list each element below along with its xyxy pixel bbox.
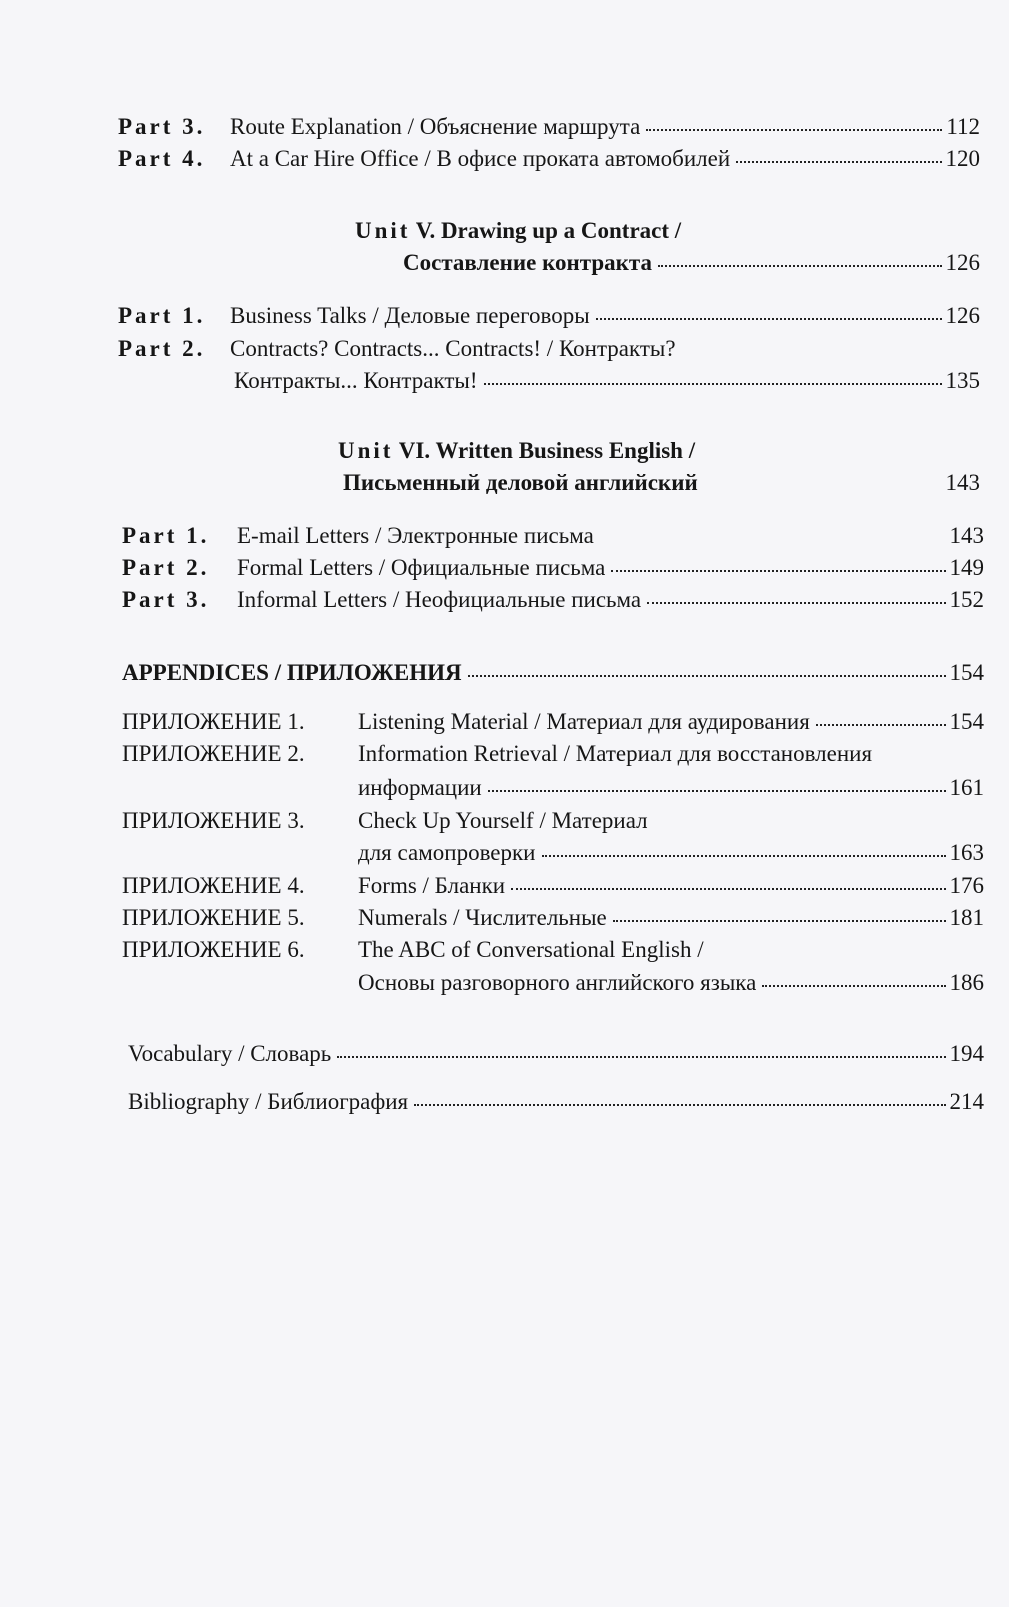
dot-leader [613,920,946,922]
page-number: 176 [949,873,984,898]
part-label: Part 2. [118,336,206,361]
page-number: 143 [945,470,980,495]
entry-title: Listening Material / Материал для аудирования [358,709,810,734]
page-number: 143 [949,523,984,548]
part-label: Part 2. [122,555,210,580]
dot-leader [488,790,946,792]
dot-leader [414,1104,945,1106]
appendix-label: ПРИЛОЖЕНИЕ 5. [122,905,305,930]
dot-leader [762,985,945,987]
toc-entry [118,299,980,333]
toc-entry [122,869,984,903]
page-number: 163 [949,840,984,865]
page-number: 154 [949,660,984,685]
page-number: 152 [949,587,984,612]
appendix-label: ПРИЛОЖЕНИЕ 3. [122,808,305,833]
unit-title-line1: VI. Written Business English / [398,438,696,463]
dot-leader [337,1056,945,1058]
dot-leader [646,129,942,131]
appendix-label: ПРИЛОЖЕНИЕ 6. [122,937,305,962]
unit-heading [355,214,681,248]
toc-entry [118,110,980,144]
dot-leader [647,602,945,604]
page-number: 149 [949,555,984,580]
toc-entry [122,804,984,838]
page-number: 161 [949,775,984,800]
toc-entry [122,583,984,617]
entry-title: The ABC of Conversational English / [358,937,704,962]
entry-title: Контракты... Контракты! [234,368,478,393]
part-label: Part 1. [118,303,206,328]
part-label: Part 1. [122,523,210,548]
page-number: 112 [946,114,980,139]
entry-title: Formal Letters / Официальные письма [237,555,606,580]
toc-entry-continuation [358,771,984,805]
unit-heading [338,434,695,468]
toc-entry [122,737,984,771]
entry-title: E-mail Letters / Электронные письма [237,523,594,548]
toc-entry [128,1037,984,1071]
dot-leader [658,265,942,267]
vocabulary-title: Vocabulary / Словарь [128,1041,332,1066]
toc-entry-continuation [234,364,980,398]
toc-entry [118,332,980,366]
unit-title-line2: Составление контракта [403,250,652,275]
page-number: 214 [949,1089,984,1114]
entry-title: Business Talks / Деловые переговоры [230,303,590,328]
entry-title: At a Car Hire Office / В офисе проката автомобилей [230,146,731,171]
page-number: 186 [949,970,984,995]
toc-entry-continuation [358,836,984,870]
unit-title-line1: V. Drawing up a Contract / [415,218,682,243]
page-number: 120 [945,146,980,171]
toc-entry [118,142,980,176]
entry-title: Information Retrieval / Материал для восстановления [358,741,873,766]
page-number: 126 [945,250,980,275]
toc-entry [122,705,984,739]
toc-entry [122,551,984,585]
toc-entry [122,519,984,553]
page-number: 181 [949,905,984,930]
entry-title: Route Explanation / Объяснение маршрута [230,114,641,139]
dot-leader [611,570,945,572]
dot-leader [736,161,941,163]
toc-entry-continuation [358,966,984,1000]
dot-leader [484,383,942,385]
dot-leader [596,318,942,320]
appendix-label: ПРИЛОЖЕНИЕ 4. [122,873,305,898]
toc-entry [122,933,984,967]
appendix-label: ПРИЛОЖЕНИЕ 1. [122,709,305,734]
entry-title: для самопроверки [358,840,536,865]
bibliography-title: Bibliography / Библиография [128,1089,409,1114]
unit-word: Unit [338,438,394,463]
entry-title: Contracts? Contracts... Contracts! / Контракты? [230,336,676,361]
entry-title: информации [358,775,482,800]
page-number: 154 [949,709,984,734]
page-number: 126 [945,303,980,328]
entry-title: Numerals / Числительные [358,905,607,930]
toc-entry [122,656,984,690]
entry-title: Informal Letters / Неофициальные письма [237,587,642,612]
appendix-label: ПРИЛОЖЕНИЕ 2. [122,741,305,766]
page-number: 135 [945,368,980,393]
part-label: Part 3. [122,587,210,612]
page-number: 194 [949,1041,984,1066]
entry-title: Check Up Yourself / Материал [358,808,648,833]
toc-entry [122,901,984,935]
entry-title: Основы разговорного английского языка [358,970,757,995]
dot-leader [468,675,946,677]
part-label: Part 4. [118,146,206,171]
dot-leader [511,888,945,890]
entry-title: Forms / Бланки [358,873,506,898]
unit-title-line2: Письменный деловой английский [343,470,698,495]
appendices-title: APPENDICES / ПРИЛОЖЕНИЯ [122,660,462,685]
toc-entry [343,466,980,500]
toc-entry [128,1085,984,1119]
dot-leader [816,724,946,726]
toc-entry [403,246,980,280]
dot-leader [542,855,946,857]
unit-word: Unit [355,218,411,243]
part-label: Part 3. [118,114,206,139]
